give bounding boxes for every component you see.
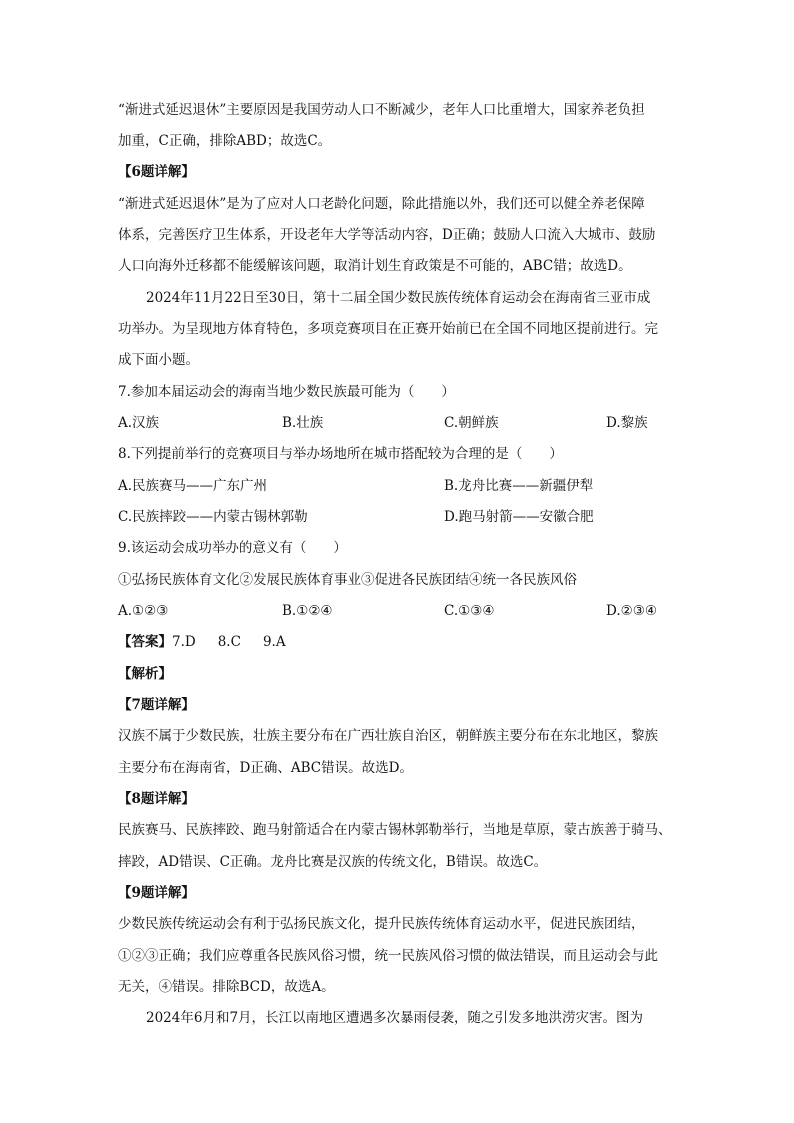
text-line: 加重，C正确，排除ABD；故选C。	[118, 133, 332, 149]
q9-option-c: C.①③④	[444, 603, 495, 619]
q7-option-c: C.朝鲜族	[444, 415, 499, 431]
text-line: 民族赛马、民族摔跤、跑马射箭适合在内蒙古锡林郭勒举行，当地是草原，蒙古族善于骑马、	[118, 822, 672, 838]
text-line: 摔跤，AD错误、C正确。龙舟比赛是汉族的传统文化，B错误。故选C。	[118, 854, 548, 870]
q8-option-a: A.民族赛马——广东广州	[118, 478, 268, 494]
text-line: 少数民族传统运动会有利于弘扬民族文化，提升民族传统体育运动水平，促进民族团结，	[118, 916, 645, 932]
answer-7: 7.D	[172, 634, 196, 650]
section-heading: 【8题详解】	[118, 791, 195, 807]
analysis-heading: 【解析】	[118, 666, 172, 682]
q9-option-a: A.①②③	[118, 603, 169, 619]
question-9: 9.该运动会成功举办的意义有（ ）	[118, 540, 347, 556]
text-line: 无关，④错误。排除BCD，故选A。	[118, 979, 335, 995]
q8-option-c: C.民族摔跤——内蒙古锡林郭勒	[118, 509, 308, 525]
q9-option-b: B.①②④	[282, 603, 333, 619]
question-8: 8.下列提前举行的竞赛项目与举办场地所在城市搭配较为合理的是（ ）	[118, 446, 563, 462]
text-line: 人口向海外迁移都不能缓解该问题，取消计划生育政策是不可能的，ABC错；故选D。	[118, 258, 632, 274]
question-9-statements: ①弘扬民族体育文化②发展民族体育事业③促进各民族团结④统一各民族风俗	[118, 572, 577, 588]
section-heading: 【7题详解】	[118, 697, 195, 713]
answer-9: 9.A	[262, 634, 286, 650]
text-line: 体系，完善医疗卫生体系，开设老年大学等活动内容，D正确；鼓励人口流入大城市、鼓励	[118, 227, 656, 243]
text-line: 成下面小题。	[118, 352, 199, 368]
text-line: ①②③正确；我们应尊重各民族风俗习惯，统一民族风俗习惯的做法错误，而且运动会与此	[118, 948, 658, 964]
section-heading: 【6题详解】	[118, 164, 195, 180]
text-line: “渐进式延迟退休”是为了应对人口老龄化问题，除此措施以外，我们还可以健全养老保障	[118, 196, 645, 212]
q7-option-d: D.黎族	[606, 415, 648, 431]
q7-option-b: B.壮族	[282, 415, 324, 431]
q9-option-d: D.②③④	[606, 603, 657, 619]
q8-option-b: B.龙舟比赛——新疆伊犁	[444, 478, 594, 494]
text-line: 功举办。为呈现地方体育特色，多项竞赛项目在正赛开始前已在全国不同地区提前进行。完	[118, 321, 658, 337]
text-line: 主要分布在海南省，D正确、ABC错误。故选D。	[118, 760, 413, 776]
answer-label: 【答案】	[118, 634, 172, 650]
text-line: 2024年6月和7月，长江以南地区遭遇多次暴雨侵袭，随之引发多地洪涝灾害。图为	[146, 1010, 644, 1026]
answer-8: 8.C	[217, 634, 241, 650]
q8-option-d: D.跑马射箭——安徽合肥	[444, 509, 594, 525]
text-line: 2024年11月22日至30日，第十二届全国少数民族传统体育运动会在海南省三亚市成	[146, 290, 651, 306]
q7-option-a: A.汉族	[118, 415, 160, 431]
question-7: 7.参加本届运动会的海南当地少数民族最可能为（ ）	[118, 384, 455, 400]
text-line: “渐进式延迟退休”主要原因是我国劳动人口不断减少，老年人口比重增大，国家养老负担	[118, 102, 645, 118]
text-line: 汉族不属于少数民族，壮族主要分布在广西壮族自治区，朝鲜族主要分布在东北地区，黎族	[118, 728, 658, 744]
answer-line	[118, 632, 286, 652]
section-heading: 【9题详解】	[118, 885, 195, 901]
